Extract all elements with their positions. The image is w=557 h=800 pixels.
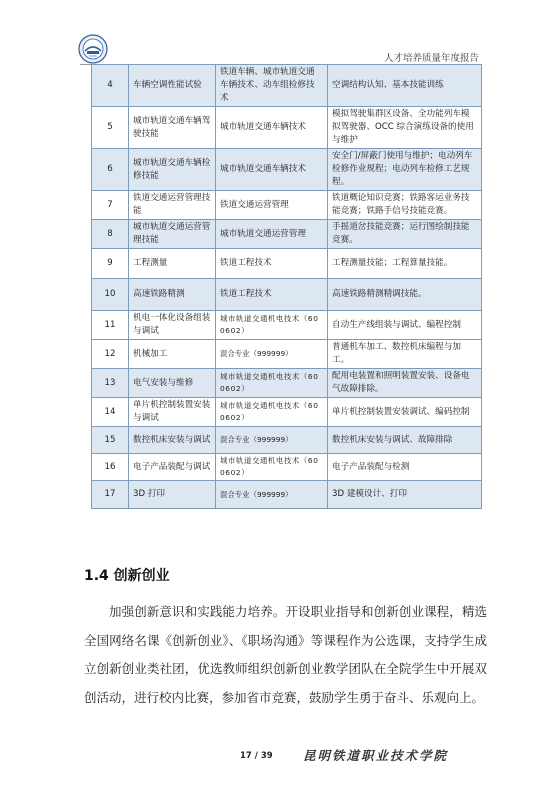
major-cell: 城市轨道交通机电技术（600602） <box>216 369 328 398</box>
training-content-cell: 铁道概论知识竞赛；铁路客运业务技能竞赛；铁路手信号技能竞赛。 <box>328 191 482 220</box>
course-name-cell: 机械加工 <box>129 340 216 369</box>
row-number-cell: 15 <box>92 427 129 454</box>
training-content-cell: 模拟驾驶集群区设备、全功能列车模拟驾驶器、OCC 综合演练设备的使用与维护 <box>328 107 482 149</box>
training-content-cell: 自动生产线组装与调试、编程控制 <box>328 311 482 340</box>
training-content-cell: 数控机床安装与调试、故障排除 <box>328 427 482 454</box>
major-cell: 混合专业（999999） <box>216 481 328 509</box>
row-number-cell: 8 <box>92 220 129 249</box>
table-row <box>92 249 482 279</box>
major-cell: 城市轨道交通机电技术（600602） <box>216 398 328 427</box>
course-name-cell: 高速铁路精测 <box>129 279 216 311</box>
course-name-cell: 铁道交通运营管理技能 <box>129 191 216 220</box>
major-cell: 铁道车辆、城市轨道交通车辆技术、动车组检修技术 <box>216 65 328 107</box>
row-number-cell: 6 <box>92 149 129 191</box>
major-cell: 铁道工程技术 <box>216 279 328 311</box>
major-cell: 城市轨道交通车辆技术 <box>216 107 328 149</box>
training-content-cell: 3D 建模设计、打印 <box>328 481 482 509</box>
major-cell: 铁道交通运营管理 <box>216 191 328 220</box>
training-content-cell: 高速铁路精测精调技能。 <box>328 279 482 311</box>
course-name-cell: 城市轨道交通车辆驾驶技能 <box>129 107 216 149</box>
table-row <box>92 107 482 149</box>
course-name-cell: 单片机控制装置安装与调试 <box>129 398 216 427</box>
course-name-cell: 3D 打印 <box>129 481 216 509</box>
training-content-cell: 电子产品装配与检测 <box>328 454 482 481</box>
training-content-cell: 单片机控制装置安装调试、编码控制 <box>328 398 482 427</box>
major-cell: 城市轨道交通运营管理 <box>216 220 328 249</box>
course-name-cell: 工程测量 <box>129 249 216 279</box>
course-name-cell: 电子产品装配与调试 <box>129 454 216 481</box>
table-row <box>92 149 482 191</box>
training-content-cell: 手摇道岔技能竞赛；运行图绘制技能竞赛。 <box>328 220 482 249</box>
table-row <box>92 369 482 398</box>
row-number-cell: 16 <box>92 454 129 481</box>
table-row <box>92 340 482 369</box>
major-cell: 城市轨道交通车辆技术 <box>216 149 328 191</box>
course-name-cell: 城市轨道交通运营管理技能 <box>129 220 216 249</box>
major-cell: 铁道工程技术 <box>216 249 328 279</box>
row-number-cell: 9 <box>92 249 129 279</box>
row-number-cell: 7 <box>92 191 129 220</box>
header-title: 人才培养质量年度报告 <box>383 53 479 64</box>
row-number-cell: 4 <box>92 65 129 107</box>
page-number: 17 / 39 <box>240 751 273 761</box>
training-content-cell: 工程测量技能；工程算量技能。 <box>328 249 482 279</box>
row-number-cell: 13 <box>92 369 129 398</box>
row-number-cell: 11 <box>92 311 129 340</box>
course-name-cell: 机电一体化设备组装与调试 <box>129 311 216 340</box>
table-row <box>92 398 482 427</box>
row-number-cell: 5 <box>92 107 129 149</box>
training-table <box>91 64 481 509</box>
major-cell: 城市轨道交通机电技术（600602） <box>216 311 328 340</box>
section-paragraph: 加强创新意识和实践能力培养。开设职业指导和创新创业课程，精选全国网络名课《创新创业》、《职场沟通》等课程作为公选课，支持学生成立创新创业类社团，优选教师组织创新创业教学团队在全院学生中开展双创活动，进行校内比赛，参加省市竞赛，鼓励学生勇于奋斗、乐观向上。 <box>84 604 487 705</box>
row-number-cell: 10 <box>92 279 129 311</box>
major-cell: 城市轨道交通机电技术（600602） <box>216 454 328 481</box>
table-row <box>92 220 482 249</box>
school-emblem-logo <box>78 34 108 64</box>
training-content-cell: 配用电装置和照明装置安装、设备电气故障排除。 <box>328 369 482 398</box>
course-name-cell: 数控机床安装与调试 <box>129 427 216 454</box>
footer-school-name: 昆明铁道职业技术学院 <box>303 748 449 763</box>
row-number-cell: 17 <box>92 481 129 509</box>
course-name-cell: 车辆空调性能试验 <box>129 65 216 107</box>
course-name-cell: 城市轨道交通车辆检修技能 <box>129 149 216 191</box>
training-content-cell: 安全门/屏蔽门使用与维护；电动列车检修作业规程；电动列车检修工艺规程。 <box>328 149 482 191</box>
section-heading: 1.4 创新创业 <box>84 568 170 584</box>
table-row <box>92 65 482 107</box>
table-row <box>92 191 482 220</box>
row-number-cell: 14 <box>92 398 129 427</box>
table-row <box>92 427 482 454</box>
table-row <box>92 454 482 481</box>
major-cell: 混合专业（999999） <box>216 427 328 454</box>
training-content-cell: 普通机车加工、数控机床编程与加工。 <box>328 340 482 369</box>
row-number-cell: 12 <box>92 340 129 369</box>
course-name-cell: 电气安装与维修 <box>129 369 216 398</box>
major-cell: 混合专业（999999） <box>216 340 328 369</box>
table-row <box>92 279 482 311</box>
training-content-cell: 空调结构认知、基本技能训练 <box>328 65 482 107</box>
table-row <box>92 311 482 340</box>
table-row <box>92 481 482 509</box>
